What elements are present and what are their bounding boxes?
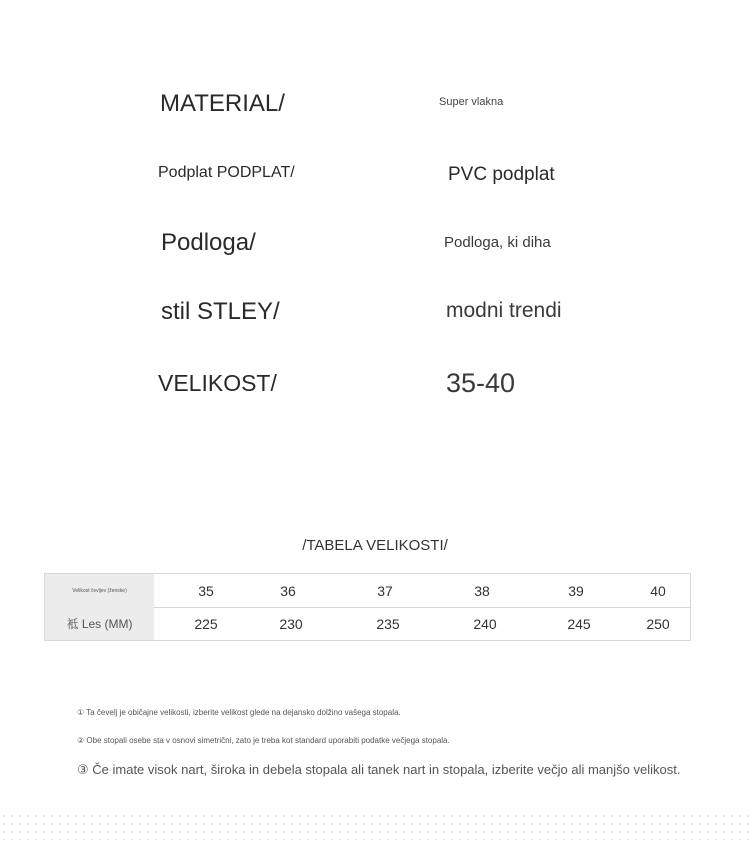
table-cell: 39 bbox=[568, 582, 584, 599]
spec-label-material: MATERIAL/ bbox=[160, 90, 285, 117]
note-3: ③ Če imate visok nart, široka in debela stopala ali tanek nart in stopala, izberite večjo ali manjšo velikost. bbox=[77, 762, 681, 777]
spec-value-material: Super vlakna bbox=[439, 96, 504, 108]
size-table-title: /TABELA VELIKOSTI/ bbox=[302, 537, 448, 554]
spec-value-size: 35-40 bbox=[446, 368, 516, 398]
dotted-footer-divider bbox=[0, 812, 750, 840]
table-row-foot-length bbox=[45, 607, 690, 640]
spec-label-size: VELIKOST/ bbox=[158, 370, 277, 396]
spec-value-lining: Podloga, ki diha bbox=[444, 234, 551, 251]
table-row-shoe-size bbox=[45, 574, 690, 608]
note-1: ① Ta čevelj je običajne velikosti, izberite velikost glede na dejansko dolžino vašega stopala. bbox=[77, 708, 401, 717]
row-header-shoe-size: Velikost čevljev (ženske) bbox=[45, 574, 154, 607]
table-cell: 245 bbox=[567, 615, 591, 632]
spec-value-style: modni trendi bbox=[446, 299, 562, 322]
table-cell: 38 bbox=[474, 582, 490, 599]
row-header-foot-length: 袛 Les (MM) bbox=[45, 607, 154, 640]
spec-label-style: stil STLEY/ bbox=[161, 298, 280, 325]
spec-label-sole: Podplat PODPLAT/ bbox=[158, 164, 295, 181]
note-2: ② Obe stopali osebe sta v osnovi simetrični, zato je treba kot standard uporabiti podatke večjega stopala. bbox=[77, 736, 450, 745]
spec-label-lining: Podloga/ bbox=[161, 229, 256, 256]
table-cell: 240 bbox=[473, 615, 497, 632]
table-cell: 36 bbox=[280, 582, 296, 599]
table-cell: 40 bbox=[650, 582, 666, 599]
table-cell: 230 bbox=[279, 615, 303, 632]
size-table bbox=[44, 573, 691, 641]
table-cell: 225 bbox=[194, 615, 218, 632]
table-cell: 250 bbox=[646, 615, 670, 632]
spec-value-sole: PVC podplat bbox=[448, 164, 555, 185]
table-cell: 35 bbox=[198, 582, 214, 599]
table-cell: 235 bbox=[376, 615, 400, 632]
table-cell: 37 bbox=[377, 582, 393, 599]
